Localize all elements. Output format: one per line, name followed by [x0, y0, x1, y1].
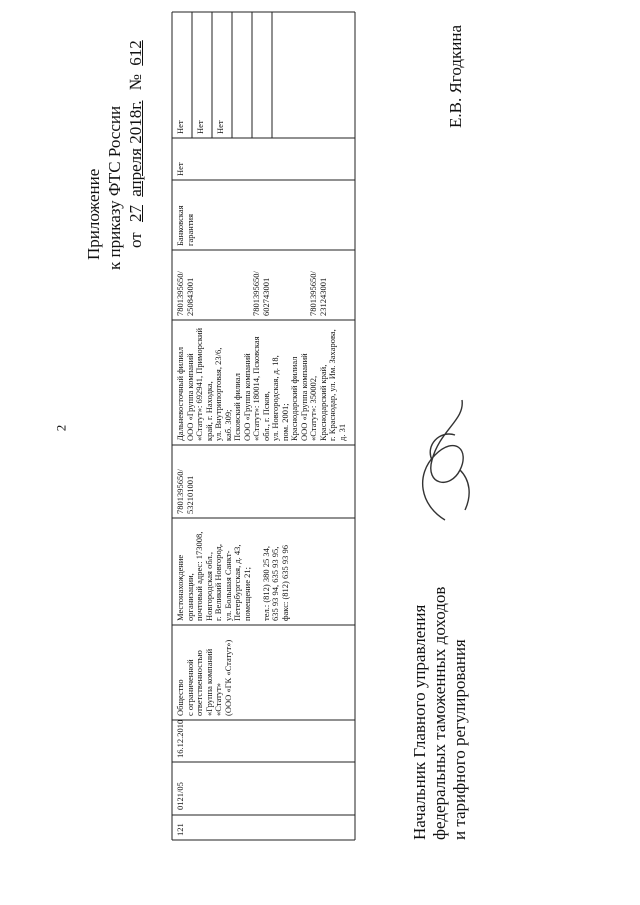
appendix-title: Приложение	[84, 168, 103, 260]
footer-position-line1: Начальник Главного управления	[410, 604, 429, 840]
appendix-order-line: к приказу ФТС России	[105, 105, 124, 270]
cell-guarantee: Банковская гарантия	[175, 205, 195, 246]
appendix-number: 612	[126, 40, 145, 66]
cell-location: Местонахождение организации, почтовый адрес: 173008, Новгородская обл., г. Великий Новгород, ул. Большая Санкт- Петербургская, д. 43, помещение 21; тел.: (812) 380 25 34, 635 93 94, 635 93 95, факс: (812) 635 93 96	[175, 531, 290, 621]
cell-branches: Дальневосточный филиал ООО «Группа компаний «Статут»: 692941, Приморский край, г. Находка, ул. Внутрипортовая, 23/6, каб. 309; Псковский филиал ООО «Группа компаний «Статут»: 180014, Псковская обл., г. Псков, ул. Новгородская, д. 18, пом. 2001; Краснодарский филиал ООО «Группа компаний «Статут»: 350002, Краснодарский край, г. Краснодар, ул. Им. Захарова, д. 31	[175, 327, 347, 441]
appendix-from: от	[126, 232, 145, 248]
cell-index: 121	[175, 823, 185, 836]
cell-no-3: Нет	[195, 120, 205, 134]
cell-reg-number: 0121/05	[175, 782, 185, 810]
appendix-day: 27	[126, 205, 145, 223]
cell-branch-inn-kpp: 7801395650/ 250843001 7801395650/ 602743001 7801395650/ 231243001	[175, 271, 328, 316]
cell-date: 16.12.2010	[175, 719, 185, 758]
footer-position-line2: федеральных таможенных доходов	[430, 586, 449, 840]
appendix-month-year: апреля 2018г.	[126, 100, 145, 197]
appendix-order-ref	[126, 40, 145, 248]
cell-no-4: Нет	[215, 120, 225, 134]
appendix-number-sign: №	[126, 73, 145, 91]
cell-no-1: Нет	[175, 162, 185, 176]
cell-organization: Общество с ограниченной ответственностью «Группа компаний «Статут» (ООО «ГК «Статут»)	[175, 639, 233, 716]
footer-signer: Е.В. Ягодкина	[446, 24, 465, 128]
signature-image	[410, 395, 480, 525]
footer-position-line3: и тарифного регулирования	[450, 639, 469, 840]
cell-inn-kpp: 7801395650/ 532101001	[175, 469, 195, 514]
page-number: 2	[53, 424, 69, 432]
cell-no-2: Нет	[175, 120, 185, 134]
